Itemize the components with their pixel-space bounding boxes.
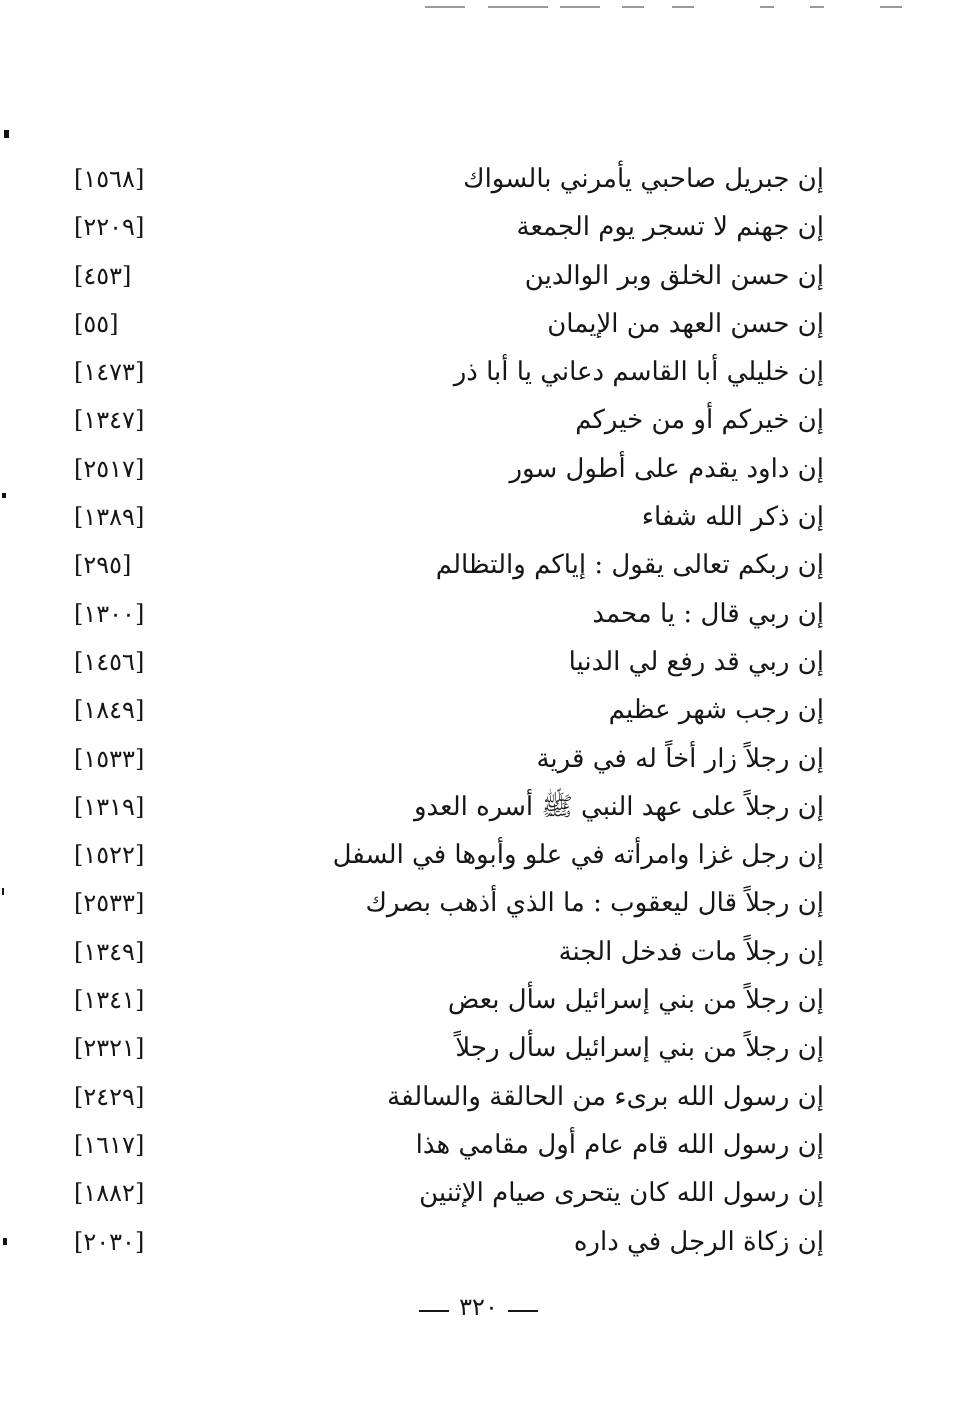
hadith-opening-text: إن داود يقدم على أطول سور <box>509 453 824 484</box>
hadith-opening-text: إن رجلاً على عهد النبي ﷺ أسره العدو <box>413 791 824 822</box>
index-entry <box>0 398 957 446</box>
hadith-opening-text: إن زكاة الرجل في داره <box>573 1226 824 1257</box>
index-entry <box>0 157 957 205</box>
index-entry <box>0 881 957 929</box>
index-entry <box>0 785 957 833</box>
index-entry <box>0 1220 957 1268</box>
index-entry <box>0 592 957 640</box>
page-number: ٣٢٠ <box>459 1293 498 1321</box>
hadith-opening-text: إن جهنم لا تسجر يوم الجمعة <box>516 212 824 243</box>
index-entry <box>0 737 957 785</box>
hadith-reference-number: [١٥٦٨] <box>74 165 145 193</box>
page-footer <box>0 1287 957 1327</box>
hadith-reference-number: [١٣٨٩] <box>74 503 145 532</box>
hadith-reference-number: [١٣١٩] <box>74 792 145 821</box>
hadith-reference-number: [١٥٢٢] <box>74 841 145 870</box>
hadith-opening-text: إن ربي قال : يا محمد <box>592 598 824 629</box>
hadith-reference-number: [١٣٤١] <box>74 986 145 1015</box>
hadith-reference-number: [٢٣٢١] <box>74 1034 145 1063</box>
index-entry <box>0 205 957 253</box>
hadith-reference-number: [١٤٧٣] <box>74 358 145 387</box>
footer-dash-left <box>419 1310 449 1312</box>
hadith-index-list <box>0 157 957 1268</box>
hadith-opening-text: إن خيركم أو من خيركم <box>575 405 824 436</box>
hadith-opening-text: إن رسول الله كان يتحرى صيام الإثنين <box>419 1178 824 1209</box>
index-entry <box>0 495 957 543</box>
index-entry <box>0 1075 957 1123</box>
hadith-reference-number: [٢٥١٧] <box>74 454 145 483</box>
hadith-opening-text: إن رجل غزا وامرأته في علو وأبوها في السفل <box>332 840 824 871</box>
index-entry <box>0 1026 957 1074</box>
hadith-opening-text: إن جبريل صاحبي يأمرني بالسواك <box>463 164 824 194</box>
hadith-opening-text: إن ذكر الله شفاء <box>641 502 824 533</box>
hadith-reference-number: [٢٢٠٩] <box>74 213 145 242</box>
hadith-opening-text: إن حسن العهد من الإيمان <box>547 308 824 339</box>
hadith-reference-number: [١٤٥٦] <box>74 647 145 676</box>
hadith-reference-number: [١٨٨٢] <box>74 1179 145 1208</box>
index-entry <box>0 930 957 978</box>
hadith-reference-number: [١٨٤٩] <box>74 696 145 725</box>
index-entry <box>0 688 957 736</box>
hadith-opening-text: إن رسول الله برىء من الحالقة والسالفة <box>387 1081 824 1112</box>
hadith-reference-number: [١٥٣٣] <box>74 744 145 773</box>
hadith-reference-number: [٢٩٥] <box>74 551 132 580</box>
index-entry <box>0 978 957 1026</box>
hadith-opening-text: إن حسن الخلق وبر الوالدين <box>524 260 824 291</box>
index-entry <box>0 254 957 302</box>
index-entry <box>0 302 957 350</box>
hadith-opening-text: إن ربكم تعالى يقول : إياكم والتظالم <box>435 550 824 581</box>
hadith-reference-number: [٤٥٣] <box>74 261 132 290</box>
hadith-opening-text: إن رجلاً مات فدخل الجنة <box>558 936 824 967</box>
hadith-reference-number: [٥٥] <box>74 309 119 338</box>
index-entry <box>0 1171 957 1219</box>
hadith-reference-number: [٢٠٣٠] <box>74 1227 145 1256</box>
index-entry <box>0 1123 957 1171</box>
hadith-reference-number: [١٣٤٧] <box>74 406 145 435</box>
hadith-opening-text: إن رجب شهر عظيم <box>608 695 824 726</box>
hadith-reference-number: [١٣٠٠] <box>74 599 145 628</box>
index-entry <box>0 640 957 688</box>
hadith-opening-text: إن رجلاً زار أخاً له في قرية <box>536 743 824 774</box>
hadith-opening-text: إن خليلي أبا القاسم دعاني يا أبا ذر <box>453 357 824 388</box>
hadith-reference-number: [١٣٤٩] <box>74 937 145 966</box>
hadith-opening-text: إن رجلاً قال ليعقوب : ما الذي أذهب بصرك <box>365 888 824 919</box>
index-entry <box>0 833 957 881</box>
hadith-reference-number: [٢٤٢٩] <box>74 1082 145 1111</box>
hadith-opening-text: إن رسول الله قام عام أول مقامي هذا <box>415 1129 824 1160</box>
hadith-opening-text: إن رجلاً من بني إسرائيل سأل رجلاً <box>455 1033 824 1064</box>
index-entry <box>0 447 957 495</box>
hadith-reference-number: [٢٥٣٣] <box>74 889 145 918</box>
footer-dash-right <box>508 1310 538 1312</box>
index-entry <box>0 350 957 398</box>
hadith-opening-text: إن ربي قد رفع لي الدنيا <box>568 646 824 677</box>
index-entry <box>0 543 957 591</box>
hadith-opening-text: إن رجلاً من بني إسرائيل سأل بعض <box>447 985 824 1016</box>
hadith-reference-number: [١٦١٧] <box>74 1130 145 1159</box>
